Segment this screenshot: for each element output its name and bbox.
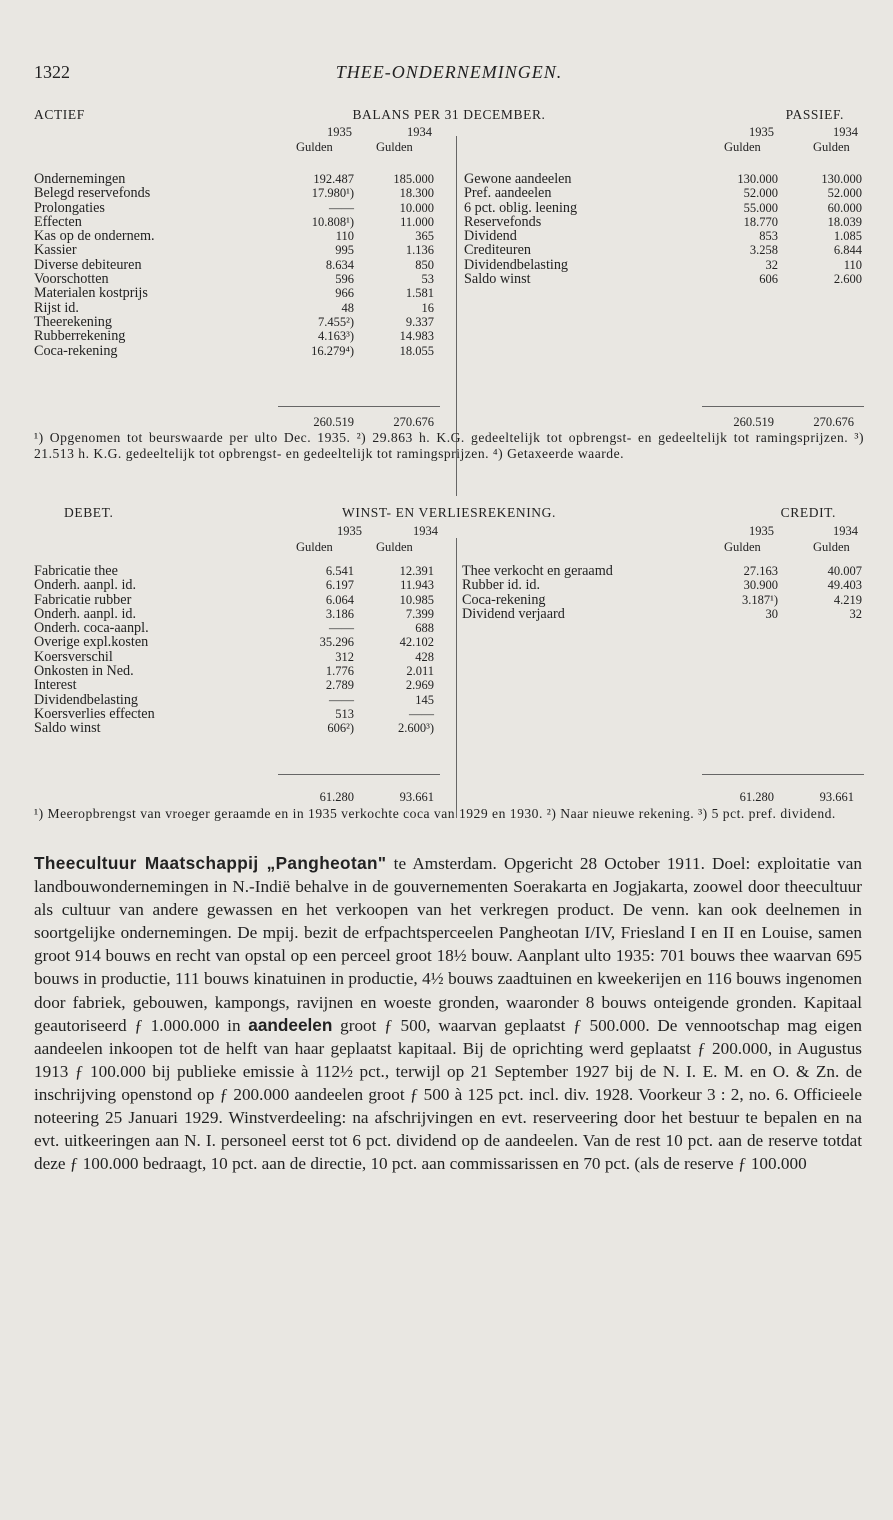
balance-total-left-1935: 260.519	[313, 415, 354, 429]
pl-right-cur-1935: Gulden	[724, 540, 761, 554]
debit-label: Fabricatie rubber	[34, 591, 132, 608]
credit-value-1935: 30	[765, 606, 778, 621]
asset-row	[34, 301, 864, 315]
balance-year-row	[34, 125, 864, 139]
debit-label: Koersverlies effecten	[34, 705, 155, 722]
credit-row	[34, 607, 864, 621]
asset-row	[34, 315, 864, 329]
balance-left-year-1934: 1934	[407, 125, 432, 139]
asset-row	[34, 329, 864, 343]
debit-value-1935: 2.789	[325, 678, 354, 693]
profit-loss-account	[34, 506, 864, 846]
debit-value-1934: 688	[415, 621, 434, 636]
asset-label: Theerekening	[34, 313, 112, 330]
balance-total-right-1934: 270.676	[813, 415, 854, 429]
debit-value-1934: ——	[409, 706, 434, 721]
liability-label: 6 pct. oblig. leening	[464, 199, 578, 216]
pl-left-year-1935: 1935	[337, 524, 362, 538]
debit-value-1935: 513	[335, 706, 354, 721]
asset-value-1934: 1.581	[405, 286, 434, 301]
asset-label: Voorschotten	[34, 271, 109, 288]
pl-footnote: ¹) Meeropbrengst van vroeger geraamde en in 1935 verkochte coca van 1929 en 1930. ²) Naar nieuwe rekening. ³) 5 pct. pref. dividend.	[34, 806, 836, 821]
debit-value-1935: ——	[329, 621, 354, 636]
liability-row	[34, 243, 864, 257]
debit-label: Onderh. aanpl. id.	[34, 605, 137, 622]
liability-value-1934: 52.000	[827, 186, 862, 201]
asset-value-1935: ——	[329, 200, 354, 215]
pl-right-year-1934: 1934	[833, 524, 858, 538]
debit-row	[34, 621, 864, 635]
liability-label: Crediteuren	[464, 242, 531, 259]
debit-label: Onkosten in Ned.	[34, 663, 134, 680]
debit-value-1935: 606²)	[327, 721, 354, 736]
pl-left-cur-1935: Gulden	[296, 540, 333, 554]
liability-value-1934: 6.844	[833, 243, 862, 258]
asset-value-1934: 10.000	[399, 200, 434, 215]
company-description	[34, 852, 862, 1175]
balance-left-cur-1934: Gulden	[376, 140, 413, 154]
running-title: THEE-ONDERNEMINGEN.	[335, 62, 563, 82]
debit-value-1934: 2.600³)	[397, 721, 434, 736]
pl-credit-list	[34, 564, 864, 621]
pl-title: WINST- EN VERLIESREKENING.	[342, 505, 556, 520]
debit-value-1934: 11.943	[400, 578, 434, 593]
asset-label: Kas op de ondernem.	[34, 228, 155, 245]
pl-left-total-rule	[278, 774, 440, 775]
debit-row	[34, 650, 864, 664]
debit-label: Overige expl.kosten	[34, 634, 149, 651]
asset-label: Materialen kostprijs	[34, 285, 148, 302]
liability-value-1934: 1.085	[833, 229, 862, 244]
asset-label: Effecten	[34, 213, 82, 230]
debit-label: Koersverschil	[34, 648, 113, 665]
liability-value-1934: 2.600	[833, 272, 862, 287]
debit-value-1935: 35.296	[319, 635, 354, 650]
debit-value-1935: 6.197	[325, 578, 354, 593]
pl-heading-row	[34, 506, 864, 522]
asset-value-1935: 10.808¹)	[311, 214, 354, 229]
liability-label: Saldo winst	[464, 271, 531, 288]
balance-right-total-rule	[702, 406, 864, 407]
balance-currency-row	[34, 140, 864, 154]
liability-label: Dividendbelasting	[464, 256, 569, 273]
credit-row	[34, 578, 864, 592]
pl-right-total-rule	[702, 774, 864, 775]
liability-value-1935: 130.000	[737, 172, 778, 186]
credit-row	[34, 564, 864, 578]
asset-value-1935: 16.279⁴)	[311, 343, 354, 358]
balance-right-cur-1934: Gulden	[813, 140, 850, 154]
debit-value-1935: 6.064	[325, 592, 354, 607]
debit-label: Onderh. coca-aanpl.	[34, 620, 149, 637]
asset-value-1934: 850	[415, 257, 434, 272]
liability-row	[34, 186, 864, 200]
credit-label: Rubber id. id.	[462, 577, 541, 594]
asset-value-1934: 18.300	[399, 186, 434, 201]
asset-value-1934: 365	[415, 229, 434, 244]
debit-value-1935: 1.776	[325, 664, 354, 679]
balance-total-right-1935: 260.519	[733, 415, 774, 429]
credit-value-1935: 27.163	[743, 564, 778, 578]
pl-right-cur-1934: Gulden	[813, 540, 850, 554]
debit-row	[34, 664, 864, 678]
shares-word: aandeelen	[248, 1014, 333, 1035]
pl-right-year-1935: 1935	[749, 524, 774, 538]
asset-row	[34, 344, 864, 358]
balance-right-cur-1935: Gulden	[724, 140, 761, 154]
debit-value-1934: 10.985	[399, 592, 434, 607]
pl-totals-row	[34, 790, 864, 805]
credit-value-1934: 4.219	[833, 592, 862, 607]
asset-value-1934: 185.000	[393, 172, 434, 186]
debit-value-1934: 7.399	[405, 606, 434, 621]
balance-left-heading: ACTIEF	[34, 107, 85, 122]
liability-label: Gewone aandeelen	[464, 171, 572, 187]
liability-value-1934: 60.000	[827, 200, 862, 215]
asset-label: Rubberrekening	[34, 328, 126, 345]
liability-value-1935: 606	[759, 272, 778, 287]
debit-row	[34, 693, 864, 707]
balance-left-total-rule	[278, 406, 440, 407]
asset-value-1934: 1.136	[405, 243, 434, 258]
pl-total-left-1935: 61.280	[319, 790, 354, 804]
debit-value-1934: 12.391	[399, 564, 434, 578]
liability-value-1934: 110	[843, 257, 862, 272]
asset-value-1935: 995	[335, 243, 354, 258]
asset-label: Prolongaties	[34, 199, 105, 216]
liability-row	[34, 258, 864, 272]
liability-row	[34, 201, 864, 215]
asset-label: Coca-rekening	[34, 342, 118, 359]
asset-value-1935: 17.980¹)	[311, 186, 354, 201]
balance-left-cur-1935: Gulden	[296, 140, 333, 154]
debit-value-1935: 312	[335, 649, 354, 664]
liability-label: Pref. aandeelen	[464, 185, 552, 202]
liability-value-1935: 18.770	[743, 214, 778, 229]
credit-value-1934: 49.403	[827, 578, 862, 593]
liability-row	[34, 229, 864, 243]
pl-total-right-1935: 61.280	[739, 790, 774, 804]
asset-value-1934: 9.337	[405, 314, 434, 329]
debit-row	[34, 635, 864, 649]
asset-label: Diverse debiteuren	[34, 256, 142, 273]
pl-left-cur-1934: Gulden	[376, 540, 413, 554]
asset-label: Rijst id.	[34, 299, 79, 316]
debit-value-1934: 2.969	[405, 678, 434, 693]
debit-label: Onderh. aanpl. id.	[34, 577, 137, 594]
asset-row	[34, 286, 864, 300]
asset-label: Belegd reservefonds	[34, 185, 151, 202]
debit-label: Fabricatie thee	[34, 563, 118, 579]
liability-value-1935: 853	[759, 229, 778, 244]
credit-value-1934: 32	[849, 606, 862, 621]
debit-label: Interest	[34, 677, 77, 694]
liability-value-1935: 3.258	[749, 243, 778, 258]
credit-value-1935: 3.187¹)	[741, 592, 778, 607]
asset-label: Ondernemingen	[34, 171, 126, 187]
liability-row	[34, 172, 864, 186]
asset-value-1935: 966	[335, 286, 354, 301]
debit-row	[34, 678, 864, 692]
liability-row	[34, 215, 864, 229]
asset-value-1935: 7.455²)	[317, 314, 354, 329]
pl-total-right-1934: 93.661	[819, 790, 854, 804]
pl-left-heading: DEBET.	[64, 505, 114, 520]
pl-currency-row	[34, 540, 864, 554]
balance-left-year-1935: 1935	[327, 125, 352, 139]
credit-label: Thee verkocht en geraamd	[462, 563, 613, 579]
debit-value-1934: 2.011	[406, 664, 434, 679]
asset-value-1934: 16	[421, 300, 434, 315]
liability-row	[34, 272, 864, 286]
company-text-part2: groot ƒ 500, waarvan geplaatst ƒ 500.000. De vennootschap mag eigen aandeelen inkoopen tot de helft van haar geplaatst kapitaal. Bij de oprichting werd geplaatst ƒ 200.000, in Augustus 1913 ƒ 100.000 bij publieke emissie à 112½ pct., terwijl op 21 September 1927 bij de N. I. E. M. en O. & Zn. de inschrijving openstond op ƒ 200.000 aandeelen groot ƒ 500 à 125 pct. incl. div. 1928. Voorkeur 3 : 2, no. 6. Officieele noteering 25 Januari 1929. Winstverdeeling: na afschrijvingen en evt. reserveering door het bestuur te bepalen en na evt. uitkeeringen aan N. I. personeel eerst tot 6 pct. dividend op de aandeelen. Van de rest 10 pct. aan de reserve totdat deze ƒ 100.000 bedraagt, 10 pct. aan de directie, 10 pct. aan commissarissen en 70 pct. (als de reserve ƒ 100.000	[34, 1015, 862, 1174]
debit-value-1934: 145	[415, 692, 434, 707]
balance-sheet	[34, 108, 864, 488]
liability-value-1935: 55.000	[743, 200, 778, 215]
credit-value-1935: 30.900	[743, 578, 778, 593]
debit-value-1934: 42.102	[399, 635, 434, 650]
debit-label: Dividendbelasting	[34, 691, 139, 708]
balance-liabilities-list	[34, 172, 864, 286]
credit-row	[34, 593, 864, 607]
liability-label: Dividend	[464, 228, 517, 245]
asset-value-1935: 4.163³)	[317, 329, 354, 344]
liability-value-1934: 18.039	[827, 214, 862, 229]
liability-value-1935: 32	[765, 257, 778, 272]
balance-footnote: ¹) Opgenomen tot beurswaarde per ulto Dec. 1935. ²) 29.863 h. K.G. gedeeltelijk tot opbrengst- en gedeeltelijk tot ramingsprijzen. ³) 21.513 h. K.G. gedeeltelijk tot opbrengst- en gedeeltelijk tot ramingsprijzen. ⁴) Getaxeerde waarde.	[34, 430, 864, 461]
liability-value-1934: 130.000	[821, 172, 862, 186]
asset-value-1935: 192.487	[313, 172, 354, 186]
debit-label: Saldo winst	[34, 720, 101, 737]
credit-label: Dividend verjaard	[462, 605, 565, 622]
balance-totals-row	[34, 415, 864, 430]
pl-right-heading: CREDIT.	[780, 505, 836, 520]
debit-value-1935: 6.541	[325, 564, 354, 578]
asset-label: Kassier	[34, 242, 77, 259]
page-number: 1322	[34, 62, 70, 82]
asset-value-1935: 48	[341, 300, 354, 315]
balance-title: BALANS PER 31 DECEMBER.	[352, 107, 546, 122]
credit-label: Coca-rekening	[462, 591, 546, 608]
page-header	[34, 62, 864, 88]
asset-value-1935: 596	[335, 272, 354, 287]
credit-value-1934: 40.007	[827, 564, 862, 578]
debit-value-1934: 428	[415, 649, 434, 664]
debit-value-1935: ——	[329, 692, 354, 707]
pl-left-year-1934: 1934	[413, 524, 438, 538]
company-name: Theecultuur Maatschappij „Pangheotan"	[34, 853, 387, 873]
balance-heading-row	[34, 108, 864, 124]
balance-total-left-1934: 270.676	[393, 415, 434, 429]
liability-value-1935: 52.000	[743, 186, 778, 201]
company-text-part1: Opgericht 28 October 1911. Doel: exploitatie van landbouwondernemingen in N.-Indië behalve in de gouvernementen Soerakarta en Jogjakarta, zoowel door theecultuur als cultuur van andere gewassen en het verkoopen van het verkregen product. De venn. kan ook deelnemen in soortgelijke ondernemingen. De mpij. bezit de erfpachtsperceelen Pangheotan I/IV, Friesland I en II en Louise, samen groot 914 bouws en recht van opstal op een perceel groot 18½ bouw. Aanplant ulto 1935: 701 bouws thee waarvan 695 bouws in productie, 111 bouws kinatuinen in productie, 4½ bouws zaadtuinen en kweekerijen en 116 bouws ingenomen door fabriek, gebouwen, kampongs, ravijnen en woeste gronden, waaronder 8 bouws onteigende gronden. Kapitaal geautoriseerd ƒ 1.000.000 in	[34, 854, 862, 1035]
asset-value-1935: 8.634	[325, 257, 354, 272]
balance-right-year-1934: 1934	[833, 125, 858, 139]
debit-value-1935: 3.186	[325, 606, 354, 621]
asset-value-1934: 18.055	[399, 343, 434, 358]
balance-right-heading: PASSIEF.	[785, 107, 844, 122]
debit-row	[34, 707, 864, 721]
pl-year-row	[34, 524, 864, 538]
debit-row	[34, 721, 864, 735]
asset-value-1934: 14.983	[399, 329, 434, 344]
company-location: te Amsterdam.	[386, 854, 497, 873]
asset-value-1934: 11.000	[400, 214, 434, 229]
pl-total-left-1934: 93.661	[399, 790, 434, 804]
balance-right-year-1935: 1935	[749, 125, 774, 139]
asset-value-1934: 53	[421, 272, 434, 287]
asset-value-1935: 110	[335, 229, 354, 244]
liability-label: Reservefonds	[464, 213, 542, 230]
